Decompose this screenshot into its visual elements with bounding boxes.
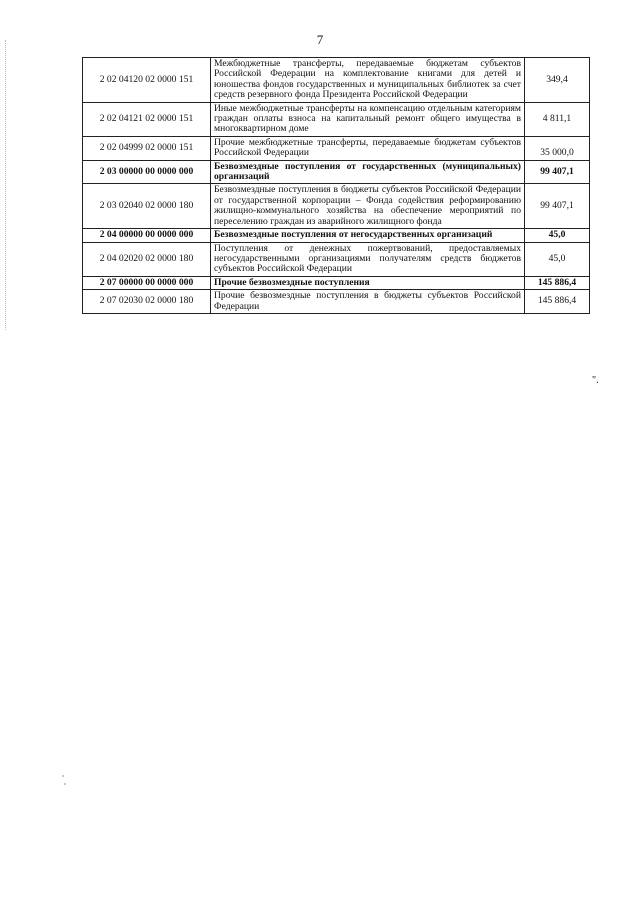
- budget-code-cell: 2 03 00000 00 0000 000: [83, 160, 211, 184]
- amount-cell: 145 886,4: [525, 290, 590, 314]
- budget-code-cell: 2 07 02030 02 0000 180: [83, 290, 211, 314]
- table-row-group-total: [83, 160, 590, 184]
- budget-code-cell: 2 02 04121 02 0000 151: [83, 102, 211, 136]
- amount-cell: 99 407,1: [525, 184, 590, 229]
- budget-code-cell: 2 02 04120 02 0000 151: [83, 58, 211, 103]
- amount-cell: 45,0: [525, 242, 590, 276]
- description-cell: Прочие безвозмездные поступления: [211, 276, 525, 289]
- table-row: [83, 102, 590, 136]
- description-cell: Прочие безвозмездные поступления в бюджеты субъектов Российской Федерации: [211, 290, 525, 314]
- description-cell: Межбюджетные трансферты, передаваемые бюджетам субъектов Российской Федерации на комплектование книгами для детей и юношества фондов государственных и муниципальных библиотек за счет средств резервного фонда Президента Российской Федерации: [211, 58, 525, 103]
- description-cell: Безвозмездные поступления от негосударственных организаций: [211, 229, 525, 242]
- table-row: [83, 290, 590, 314]
- scan-speck: [62, 775, 64, 777]
- amount-cell: 99 407,1: [525, 160, 590, 184]
- amount-cell: 4 811,1: [525, 102, 590, 136]
- amount-cell: 45,0: [525, 229, 590, 242]
- table-row: [83, 242, 590, 276]
- table-row-group-total: [83, 276, 590, 289]
- amount-cell: 349,4: [525, 58, 590, 103]
- page-number: 7: [316, 32, 324, 47]
- budget-code-cell: 2 04 00000 00 0000 000: [83, 229, 211, 242]
- amount-cell: 145 886,4: [525, 276, 590, 289]
- scan-speck: [64, 783, 66, 785]
- table-row: [83, 136, 590, 160]
- budget-code-cell: 2 03 02040 02 0000 180: [83, 184, 211, 229]
- table-row: [83, 184, 590, 229]
- amount-cell: 35 000,0: [525, 136, 590, 160]
- budget-code-cell: 2 02 04999 02 0000 151: [83, 136, 211, 160]
- closing-quote-mark: ".: [592, 375, 599, 386]
- budget-code-cell: 2 04 02020 02 0000 180: [83, 242, 211, 276]
- table-row: [83, 58, 590, 103]
- budget-code-cell: 2 07 00000 00 0000 000: [83, 276, 211, 289]
- description-cell: Безвозмездные поступления в бюджеты субъектов Российской Федерации от государственной корпорации – Фонда содействия реформированию жилищно-коммунального хозяйства на обеспечение мероприятий по переселению граждан из аварийного жилищного фонда: [211, 184, 525, 229]
- table-row-group-total: [83, 229, 590, 242]
- revenue-table: [82, 57, 590, 314]
- description-cell: Иные межбюджетные трансферты на компенсацию отдельным категориям граждан оплаты взноса на капитальный ремонт общего имущества в многоквартирном доме: [211, 102, 525, 136]
- description-cell: Прочие межбюджетные трансферты, передаваемые бюджетам субъектов Российской Федерации: [211, 136, 525, 160]
- description-cell: Безвозмездные поступления от государственных (муниципальных) организаций: [211, 160, 525, 184]
- margin-scan-line: [5, 40, 6, 330]
- description-cell: Поступления от денежных пожертвований, предоставляемых негосударственными организациями получателям средств бюджетов субъектов Российской Федерации: [211, 242, 525, 276]
